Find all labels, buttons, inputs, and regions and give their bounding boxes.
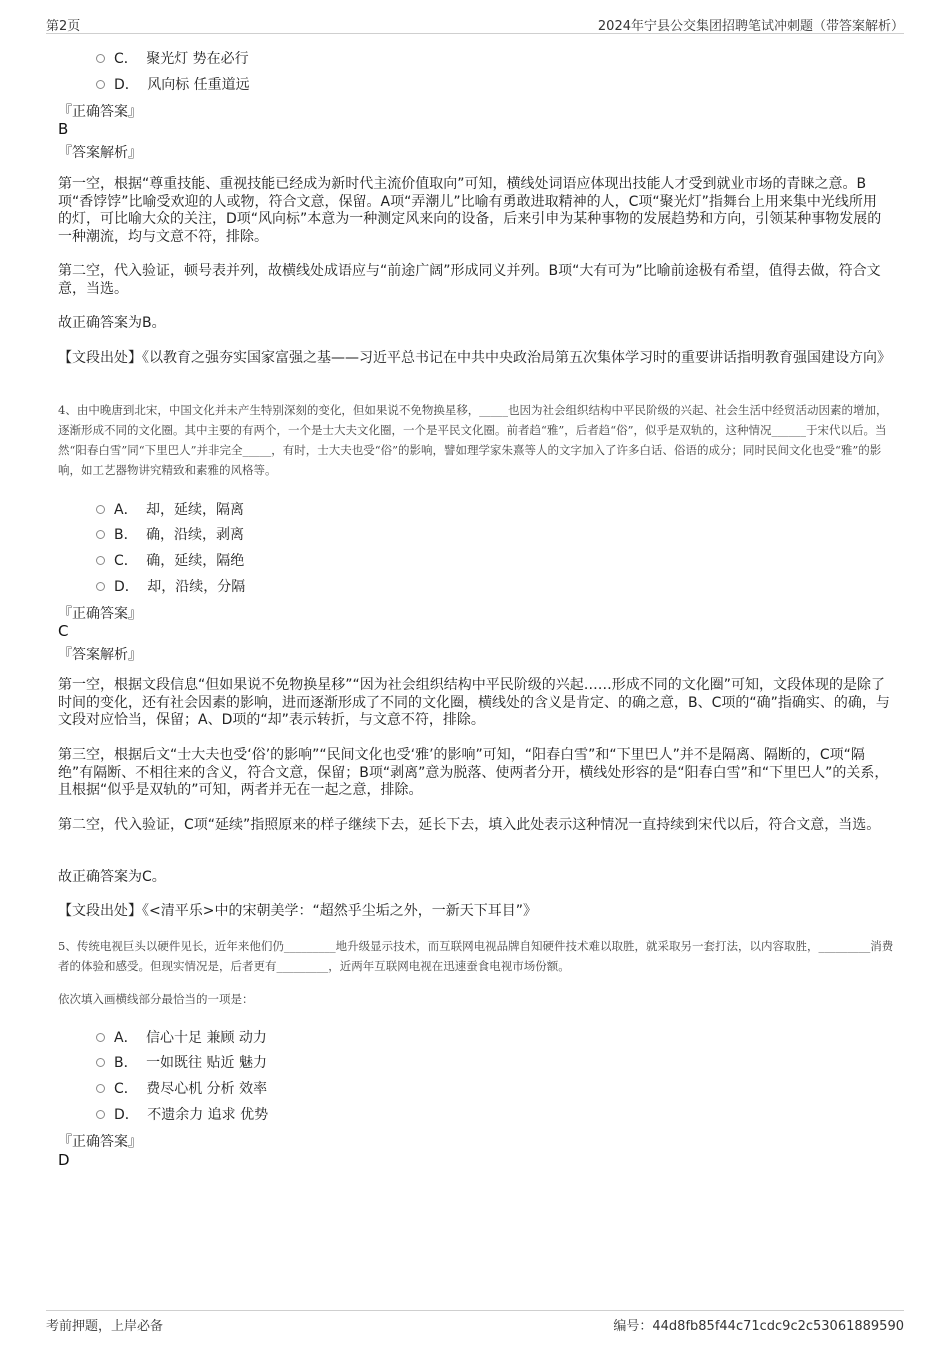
q5-option-a[interactable]: A． 信心十足 兼顾 动力 bbox=[96, 1027, 267, 1047]
radio-icon[interactable] bbox=[96, 1084, 105, 1093]
radio-icon[interactable] bbox=[96, 556, 105, 565]
radio-icon[interactable] bbox=[96, 530, 105, 539]
q4-analysis-label: 『答案解析』 bbox=[58, 647, 142, 663]
q3-answer: B bbox=[58, 120, 69, 138]
radio-icon[interactable] bbox=[96, 1058, 105, 1067]
q5-option-b[interactable]: B． 一如既往 贴近 魅力 bbox=[96, 1052, 267, 1072]
q4-answer-label: 『正确答案』 bbox=[58, 606, 142, 622]
radio-icon[interactable] bbox=[96, 1033, 105, 1042]
q5-option-c[interactable]: C． 费尽心机 分析 效率 bbox=[96, 1078, 267, 1098]
radio-icon[interactable] bbox=[96, 1110, 105, 1119]
q3-source: 【文段出处】《以教育之强夯实国家富强之基——习近平总书记在中共中央政治局第五次集体学习时的重要讲话指明教育强国建设方向》 bbox=[58, 350, 891, 366]
q5-option-d[interactable]: D． 不遗余力 追求 优势 bbox=[96, 1104, 268, 1124]
q5-question-text: 5、传统电视巨头以硬件见长，近年来他们仍_________地升级显示技术，而互联网电视品牌自知硬件技术难以取胜，就采取另一套打法，以内容取胜，_________消费者的体验和感受。但现实情况是，后者更有_________，近两年互联网电视在迅速蚕食电视市场份额。 bbox=[58, 939, 894, 973]
q4-analysis-conclusion: 故正确答案为C。 bbox=[58, 869, 166, 885]
document-title: 2024年宁县公交集团招聘笔试冲刺题（带答案解析） bbox=[597, 19, 904, 34]
radio-icon[interactable] bbox=[96, 582, 105, 591]
q3-analysis-para-2: 第二空，代入验证，顿号表并列，故横线处成语应与“前途广阔”形成同义并列。B项“大有可为”比喻前途极有希望，值得去做，符合文意，当选。 bbox=[58, 263, 881, 297]
q4-analysis-para-3: 第三空，根据后文“士大夫也受‘俗’的影响”“民间文化也受‘雅’的影响”可知，“阳春白雪”和“下里巴人”并不是隔离、隔断的，C项“隔绝”有隔断、不相往来的含义，符合文意，保留；B项“剥离”意为脱落、使两者分开，横线处形容的是“阳春白雪”和“下里巴人”的关系，且根据“似乎是双轨的”可知，两者并无在一起之意，排除。 bbox=[58, 747, 889, 798]
radio-icon[interactable] bbox=[96, 80, 105, 89]
page-header bbox=[46, 14, 904, 34]
q3-option-c[interactable]: C． 聚光灯 势在必行 bbox=[96, 48, 249, 68]
q5-answer-label: 『正确答案』 bbox=[58, 1134, 142, 1150]
q4-analysis-para-1: 第一空，根据文段信息“但如果说不免物换星移”“因为社会组织结构中平民阶级的兴起……形成不同的文化圈”可知，文段体现的是除了时间的变化，还有社会因素的影响，进而逐渐形成了不同的文化圈，横线处的含义是肯定、的确之意，B、C项的“确”指确实、的确，与文段对应恰当，保留；A、D项的“却”表示转折，与文意不符，排除。 bbox=[58, 677, 890, 728]
q4-answer: C bbox=[58, 622, 69, 640]
page-number: 第2页 bbox=[46, 19, 81, 34]
radio-icon[interactable] bbox=[96, 54, 105, 63]
radio-icon[interactable] bbox=[96, 505, 105, 514]
q4-option-b[interactable]: B． 确，沿续，剥离 bbox=[96, 524, 244, 544]
q3-analysis-conclusion: 故正确答案为B。 bbox=[58, 315, 166, 331]
q4-option-a[interactable]: A． 却，延续，隔离 bbox=[96, 499, 244, 519]
q5-prompt: 依次填入画横线部分最恰当的一项是： bbox=[58, 992, 254, 1006]
q4-source: 【文段出处】《<清平乐>中的宋朝美学：“超然乎尘垢之外，一新天下耳目”》 bbox=[58, 903, 537, 919]
document-code: 编号：44d8fb85f44c71cdc9c2c53061889590 bbox=[613, 1319, 904, 1334]
q3-analysis-label: 『答案解析』 bbox=[58, 145, 142, 161]
q3-answer-label: 『正确答案』 bbox=[58, 104, 142, 120]
q4-analysis-para-2: 第二空，代入验证，C项“延续”指照原来的样子继续下去，延长下去，填入此处表示这种情况一直持续到宋代以后，符合文意，当选。 bbox=[58, 817, 881, 833]
page-footer bbox=[46, 1310, 904, 1332]
q4-option-d[interactable]: D． 却，沿续，分隔 bbox=[96, 576, 245, 596]
q3-option-d[interactable]: D． 风向标 任重道远 bbox=[96, 74, 250, 94]
q4-question-text: 4、由中晚唐到北宋，中国文化并未产生特别深刻的变化，但如果说不免物换星移，_____也因为社会组织结构中平民阶级的兴起、社会生活中经贸活动因素的增加，逐渐形成不同的文化圈。其中主要的有两个，一个是士大夫文化圈，一个是平民文化圈。前者趋“雅”，后者趋“俗”，似乎是双轨的，这种情况______于宋代以后。当然“阳春白雪”同“下里巴人”并非完全_____，有时，士大夫也受“俗”的影响，譬如理学家朱熹等人的文字加入了许多白话、俗语的成分；同时民间文化也受“雅”的影响，如工艺器物讲究精致和素雅的风格等。 bbox=[58, 403, 888, 477]
q3-analysis-para-1: 第一空，根据“尊重技能、重视技能已经成为新时代主流价值取向”可知，横线处词语应体现出技能人才受到就业市场的青睐之意。B项“香饽饽”比喻受欢迎的人或物，符合文意，保留。A项“弄潮儿”比喻有勇敢进取精神的人，C项“聚光灯”指舞台上用来集中光线所用的灯，可比喻大众的关注，D项“风向标”本意为一种测定风来向的设备，后来引申为某种事物的发展趋势和方向，引领某种事物发展的一种潮流，均与文意不符，排除。 bbox=[58, 176, 882, 245]
footer-slogan: 考前押题，上岸必备 bbox=[46, 1319, 164, 1334]
q4-option-c[interactable]: C． 确，延续，隔绝 bbox=[96, 550, 244, 570]
q5-answer: D bbox=[58, 1151, 70, 1169]
